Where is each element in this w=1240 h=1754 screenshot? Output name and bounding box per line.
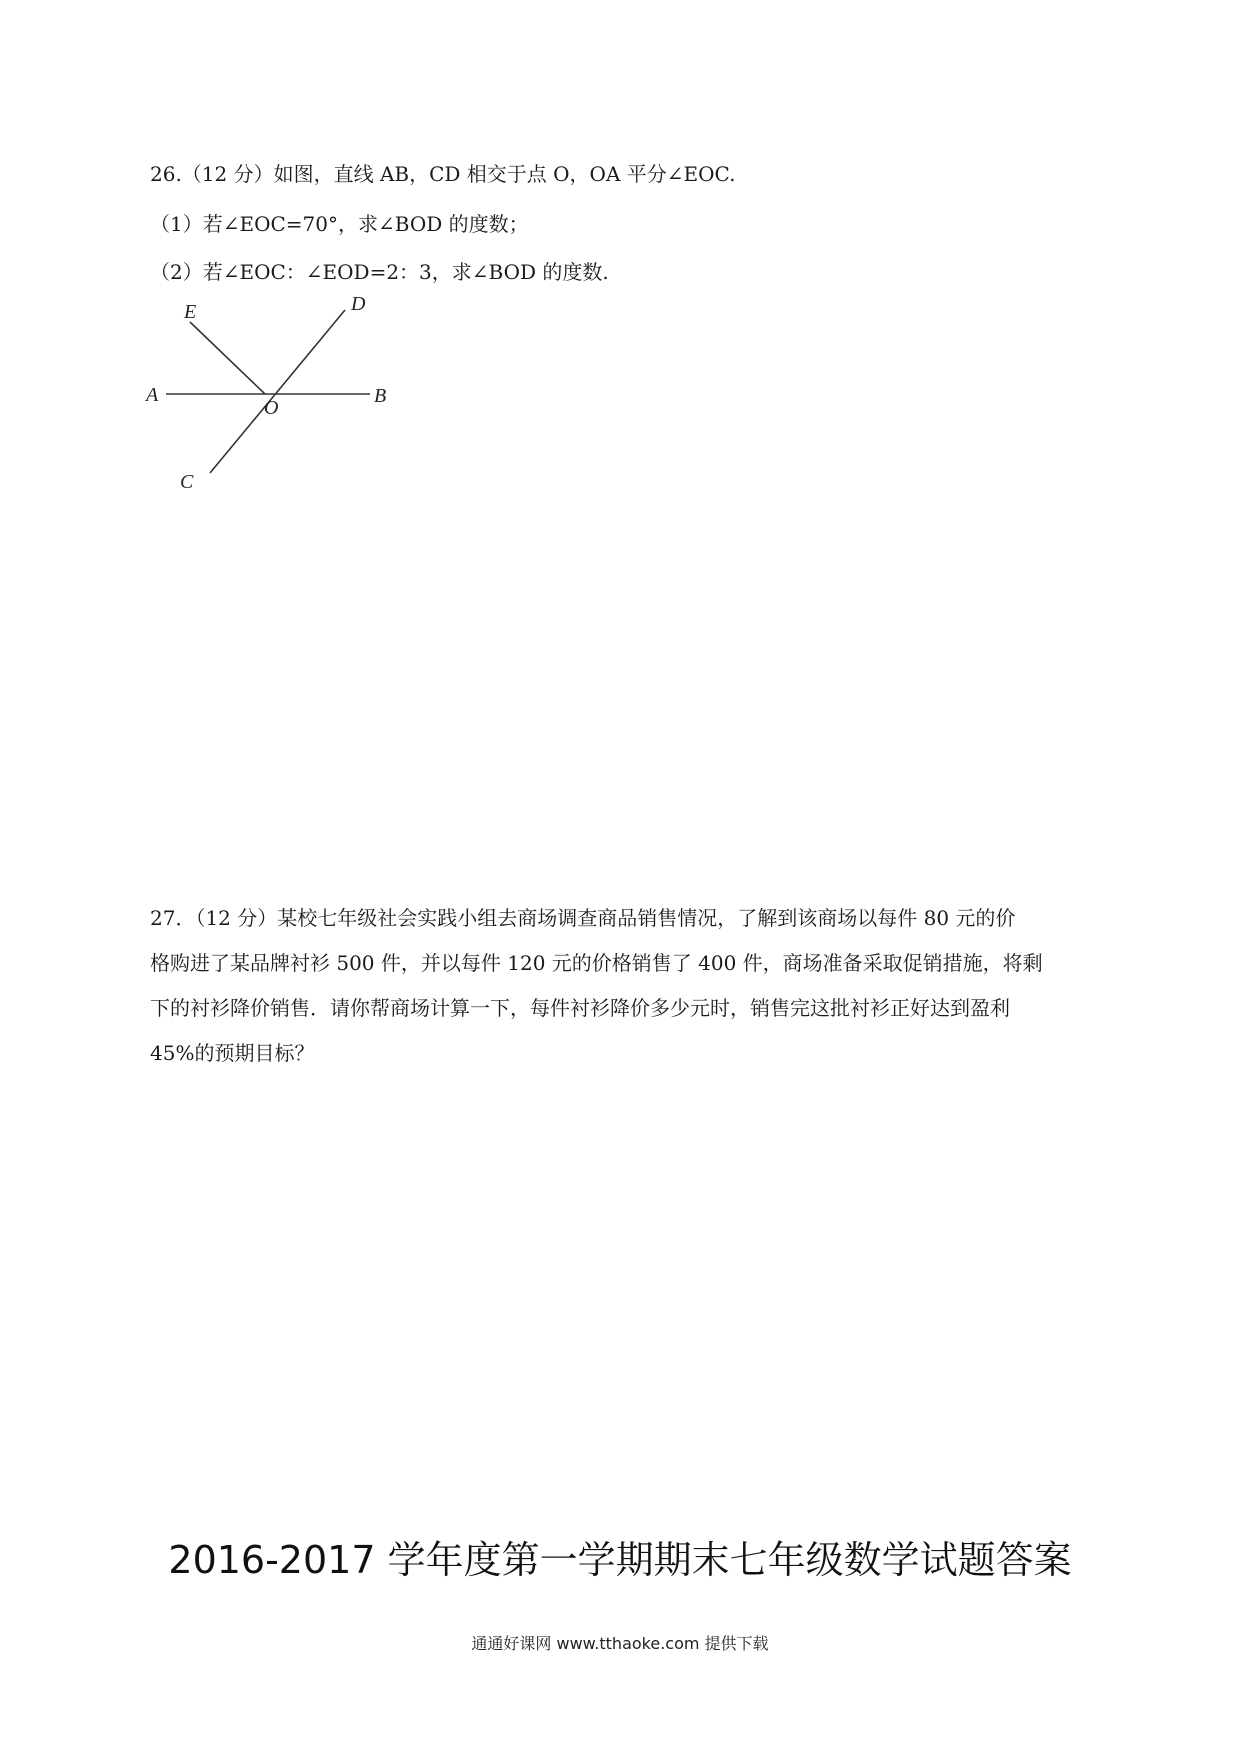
page-footer: 通通好课网 www.tthaoke.com 提供下载 (471, 1634, 769, 1653)
question-27-line-3: 下的衬衫降价销售．请你帮商场计算一下，每件衬衫降价多少元时，销售完这批衬衫正好达到盈利 (150, 996, 1010, 1020)
answer-section-heading: 2016-2017 学年度第一学期期末七年级数学试题答案 (168, 1538, 1072, 1582)
point-label-e: E (184, 301, 197, 323)
question-27-line-1: 27．（12 分）某校七年级社会实践小组去商场调查商品销售情况，了解到该商场以每件 80 元的价 (150, 906, 1016, 930)
question-26-part-2: （2）若∠EOC：∠EOD=2：3，求∠BOD 的度数. (150, 260, 609, 284)
point-label-b: B (374, 385, 387, 407)
point-label-d: D (351, 293, 366, 315)
question-27 (150, 896, 1100, 1076)
line-cd (210, 310, 345, 473)
question-26-part-1: （1）若∠EOC=70°，求∠BOD 的度数； (150, 212, 529, 236)
question-26-title: 26.（12 分）如图，直线 AB，CD 相交于点 O，OA 平分∠EOC. (150, 162, 736, 186)
point-label-a: A (146, 384, 159, 406)
point-label-c: C (180, 471, 194, 493)
intersecting-lines-diagram (140, 290, 400, 495)
question-27-line-2: 格购进了某品牌衬衫 500 件，并以每件 120 元的价格销售了 400 件，商场准备采取促销措施，将剩 (150, 951, 1043, 975)
geometry-figure (140, 290, 400, 495)
question-27-line-4: 45%的预期目标？ (150, 1041, 315, 1065)
ray-oe (190, 322, 265, 394)
point-label-o: O (264, 397, 279, 419)
